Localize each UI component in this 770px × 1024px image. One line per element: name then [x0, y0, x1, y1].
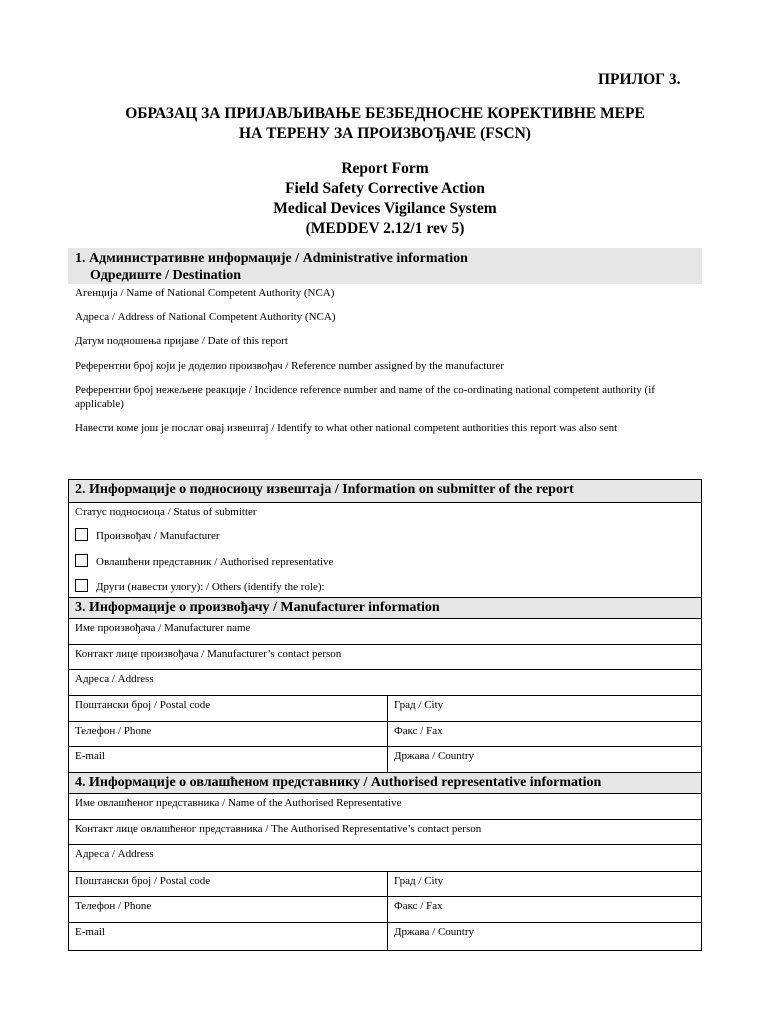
row-rep-postal-city [69, 872, 701, 897]
field-fax[interactable]: Факс / Fax [394, 900, 443, 912]
field-other-nca[interactable]: Навести коме још је послат овај извештај / Identify to what other national competent authorities this report was also sent [75, 422, 618, 434]
checkbox[interactable] [75, 528, 88, 541]
section-administrative [68, 248, 702, 436]
field-rep-address[interactable]: Адреса / Address [69, 845, 701, 872]
field-manufacturer-contact[interactable]: Контакт лице произвођача / Manufacturer’s contact person [69, 645, 701, 670]
field-postal-code[interactable]: Поштански број / Postal code [75, 699, 211, 711]
row-postal-city [69, 696, 701, 722]
form-title-english [0, 159, 770, 239]
field-manufacturer-address[interactable]: Адреса / Address [69, 670, 701, 696]
option-label: Произвођач / Manufacturer [96, 530, 220, 542]
field-manufacturer-reference[interactable]: Референтни број који је доделио произвођач / Reference number assigned by the manufacturer [75, 359, 505, 372]
title-line: Field Safety Corrective Action [285, 180, 485, 197]
row-rep-email-country [69, 923, 701, 950]
cell-divider [387, 923, 388, 950]
section-title: 1. Административне информације / Administrative information [75, 251, 468, 266]
form-title-serbian [0, 104, 770, 144]
field-phone[interactable]: Телефон / Phone [75, 725, 152, 737]
option-others[interactable] [69, 576, 701, 598]
field-city[interactable]: Град / City [394, 699, 444, 711]
cell-divider [387, 722, 388, 746]
row-phone-fax [69, 722, 701, 747]
field-nca-name[interactable]: Агенција / Name of National Competent Authority (NCA) [75, 287, 335, 299]
status-of-submitter-label: Статус подносиоца / Status of submitter [75, 506, 257, 518]
section-header-authorised-rep: 4. Информације о овлашћеном представнику / Authorised representative information [69, 773, 701, 794]
title-line: ОБРАЗАЦ ЗА ПРИЈАВЉИВАЊЕ БЕЗБЕДНОСНЕ КОРЕКТИВНЕ МЕРЕ [125, 105, 645, 122]
option-authorised-rep[interactable] [69, 551, 701, 576]
option-label: Други (навести улогу): / Others (identify the role): [96, 581, 325, 593]
section-header-manufacturer: 3. Информације о произвођачу / Manufacturer information [69, 598, 701, 619]
title-line: Medical Devices Vigilance System [273, 200, 497, 217]
checkbox[interactable] [75, 579, 88, 592]
section-header-submitter: 2. Информације о подносиоцу извештаја / Information on submitter of the report [69, 480, 701, 503]
checkbox[interactable] [75, 554, 88, 567]
row-email-country [69, 747, 701, 773]
cell-divider [387, 897, 388, 922]
title-line: Report Form [341, 160, 429, 177]
title-line: (MEDDEV 2.12/1 rev 5) [305, 220, 465, 237]
row-rep-phone-fax [69, 897, 701, 923]
form-table [68, 479, 702, 951]
field-nca-address[interactable]: Адреса / Address of National Competent Authority (NCA) [75, 310, 336, 323]
field-report-date[interactable]: Датум подношења пријаве / Date of this report [75, 335, 288, 347]
field-city[interactable]: Град / City [394, 875, 444, 887]
field-country[interactable]: Држава / Country [394, 750, 475, 762]
field-fax[interactable]: Факс / Fax [394, 725, 443, 737]
title-line: НА ТЕРЕНУ ЗА ПРОИЗВОЂАЧЕ (FSCN) [239, 125, 531, 142]
cell-divider [387, 747, 388, 772]
field-email[interactable]: E-mail [75, 750, 105, 762]
option-label: Овлашћени представник / Authorised representative [96, 556, 334, 568]
field-manufacturer-name[interactable]: Име произвођача / Manufacturer name [69, 619, 701, 645]
field-rep-contact[interactable]: Контакт лице овлашћеног представника / The Authorised Representative’s contact person [69, 820, 701, 845]
field-incidence-reference[interactable]: Референтни број нежељене реакције / Incidence reference number and name of the co-ordinating national competent authority (if applicable) [75, 384, 655, 410]
field-phone[interactable]: Телефон / Phone [75, 900, 152, 912]
option-manufacturer[interactable] [69, 525, 701, 551]
section-subtitle: Одредиште / Destination [90, 268, 241, 283]
cell-divider [387, 696, 388, 721]
section-header [68, 248, 702, 284]
field-email[interactable]: E-mail [75, 926, 105, 938]
appendix-label: ПРИЛОГ 3. [598, 71, 681, 88]
field-rep-name[interactable]: Име овлашћеног представника / Name of the Authorised Representative [69, 794, 701, 820]
field-postal-code[interactable]: Поштански број / Postal code [75, 875, 211, 887]
cell-divider [387, 872, 388, 896]
field-country[interactable]: Држава / Country [394, 926, 475, 938]
